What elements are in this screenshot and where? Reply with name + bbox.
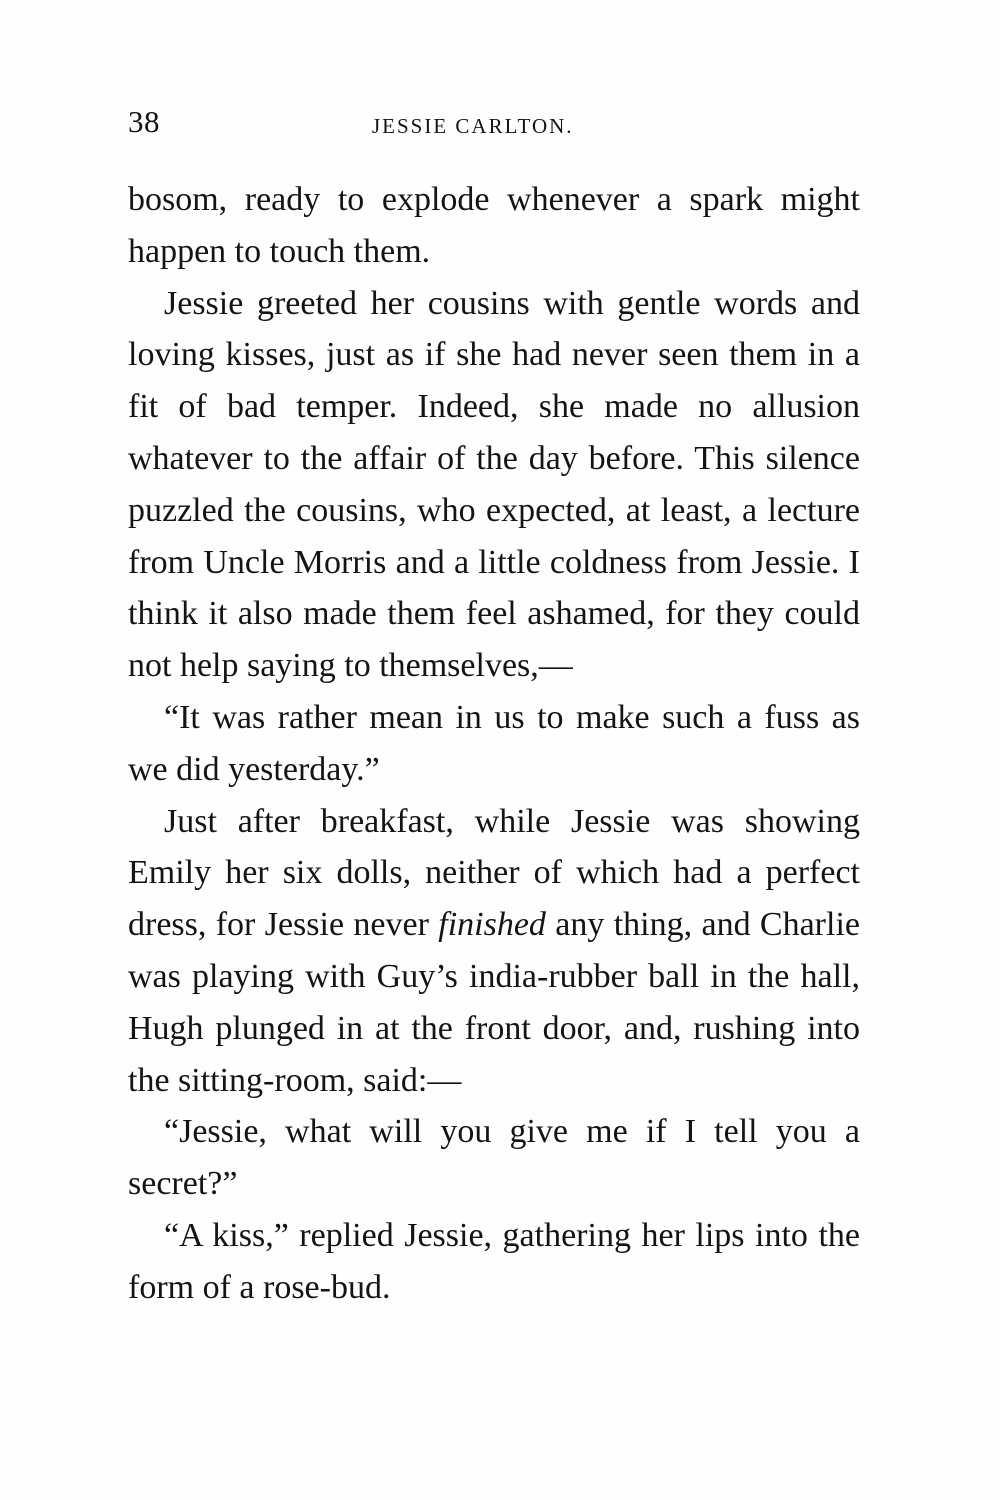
paragraph-kiss-reply: “A kiss,” replied Jessie, gathering her lips into the form of a rose-bud.	[128, 1216, 860, 1306]
body-text	[128, 174, 860, 1314]
paragraph-greeting: Jessie greeted her cousins with gentle words and loving kisses, just as if she had never seen them in a fit of bad temper. Indeed, she made no allusion whatever to the affair of the day before. This silence puzzled the cousins, who expected, at least, a lecture from Uncle Morris and a little coldness from Jessie. I think it also made them feel ashamed, for they could not help saying to themselves,—	[128, 284, 860, 685]
paragraph-breakfast-part2: any thing, and Charlie was playing with Guy’s india-rubber ball in the hall, Hugh plunged in at the front door, and, rushing into the sitting-room, said:—	[128, 906, 860, 1099]
paragraph-secret-question: “Jessie, what will you give me if I tell you a secret?”	[128, 1113, 860, 1203]
running-title: JESSIE CARLTON.	[372, 114, 574, 138]
page-number: 38	[128, 104, 160, 139]
emphasis-finished: finished	[438, 906, 546, 944]
paragraph-breakfast-part1: Just after breakfast, while Jessie was showing Emily her six dolls, neither of which had a perfect dress, for Jessie never	[128, 802, 860, 944]
paragraph-quote-mean: “It was rather mean in us to make such a fuss as we did yesterday.”	[128, 698, 860, 788]
paragraph-continuation: bosom, ready to explode whenever a spark might happen to touch them.	[128, 181, 860, 270]
page-header	[128, 104, 860, 144]
paragraph-breakfast	[128, 796, 860, 1107]
